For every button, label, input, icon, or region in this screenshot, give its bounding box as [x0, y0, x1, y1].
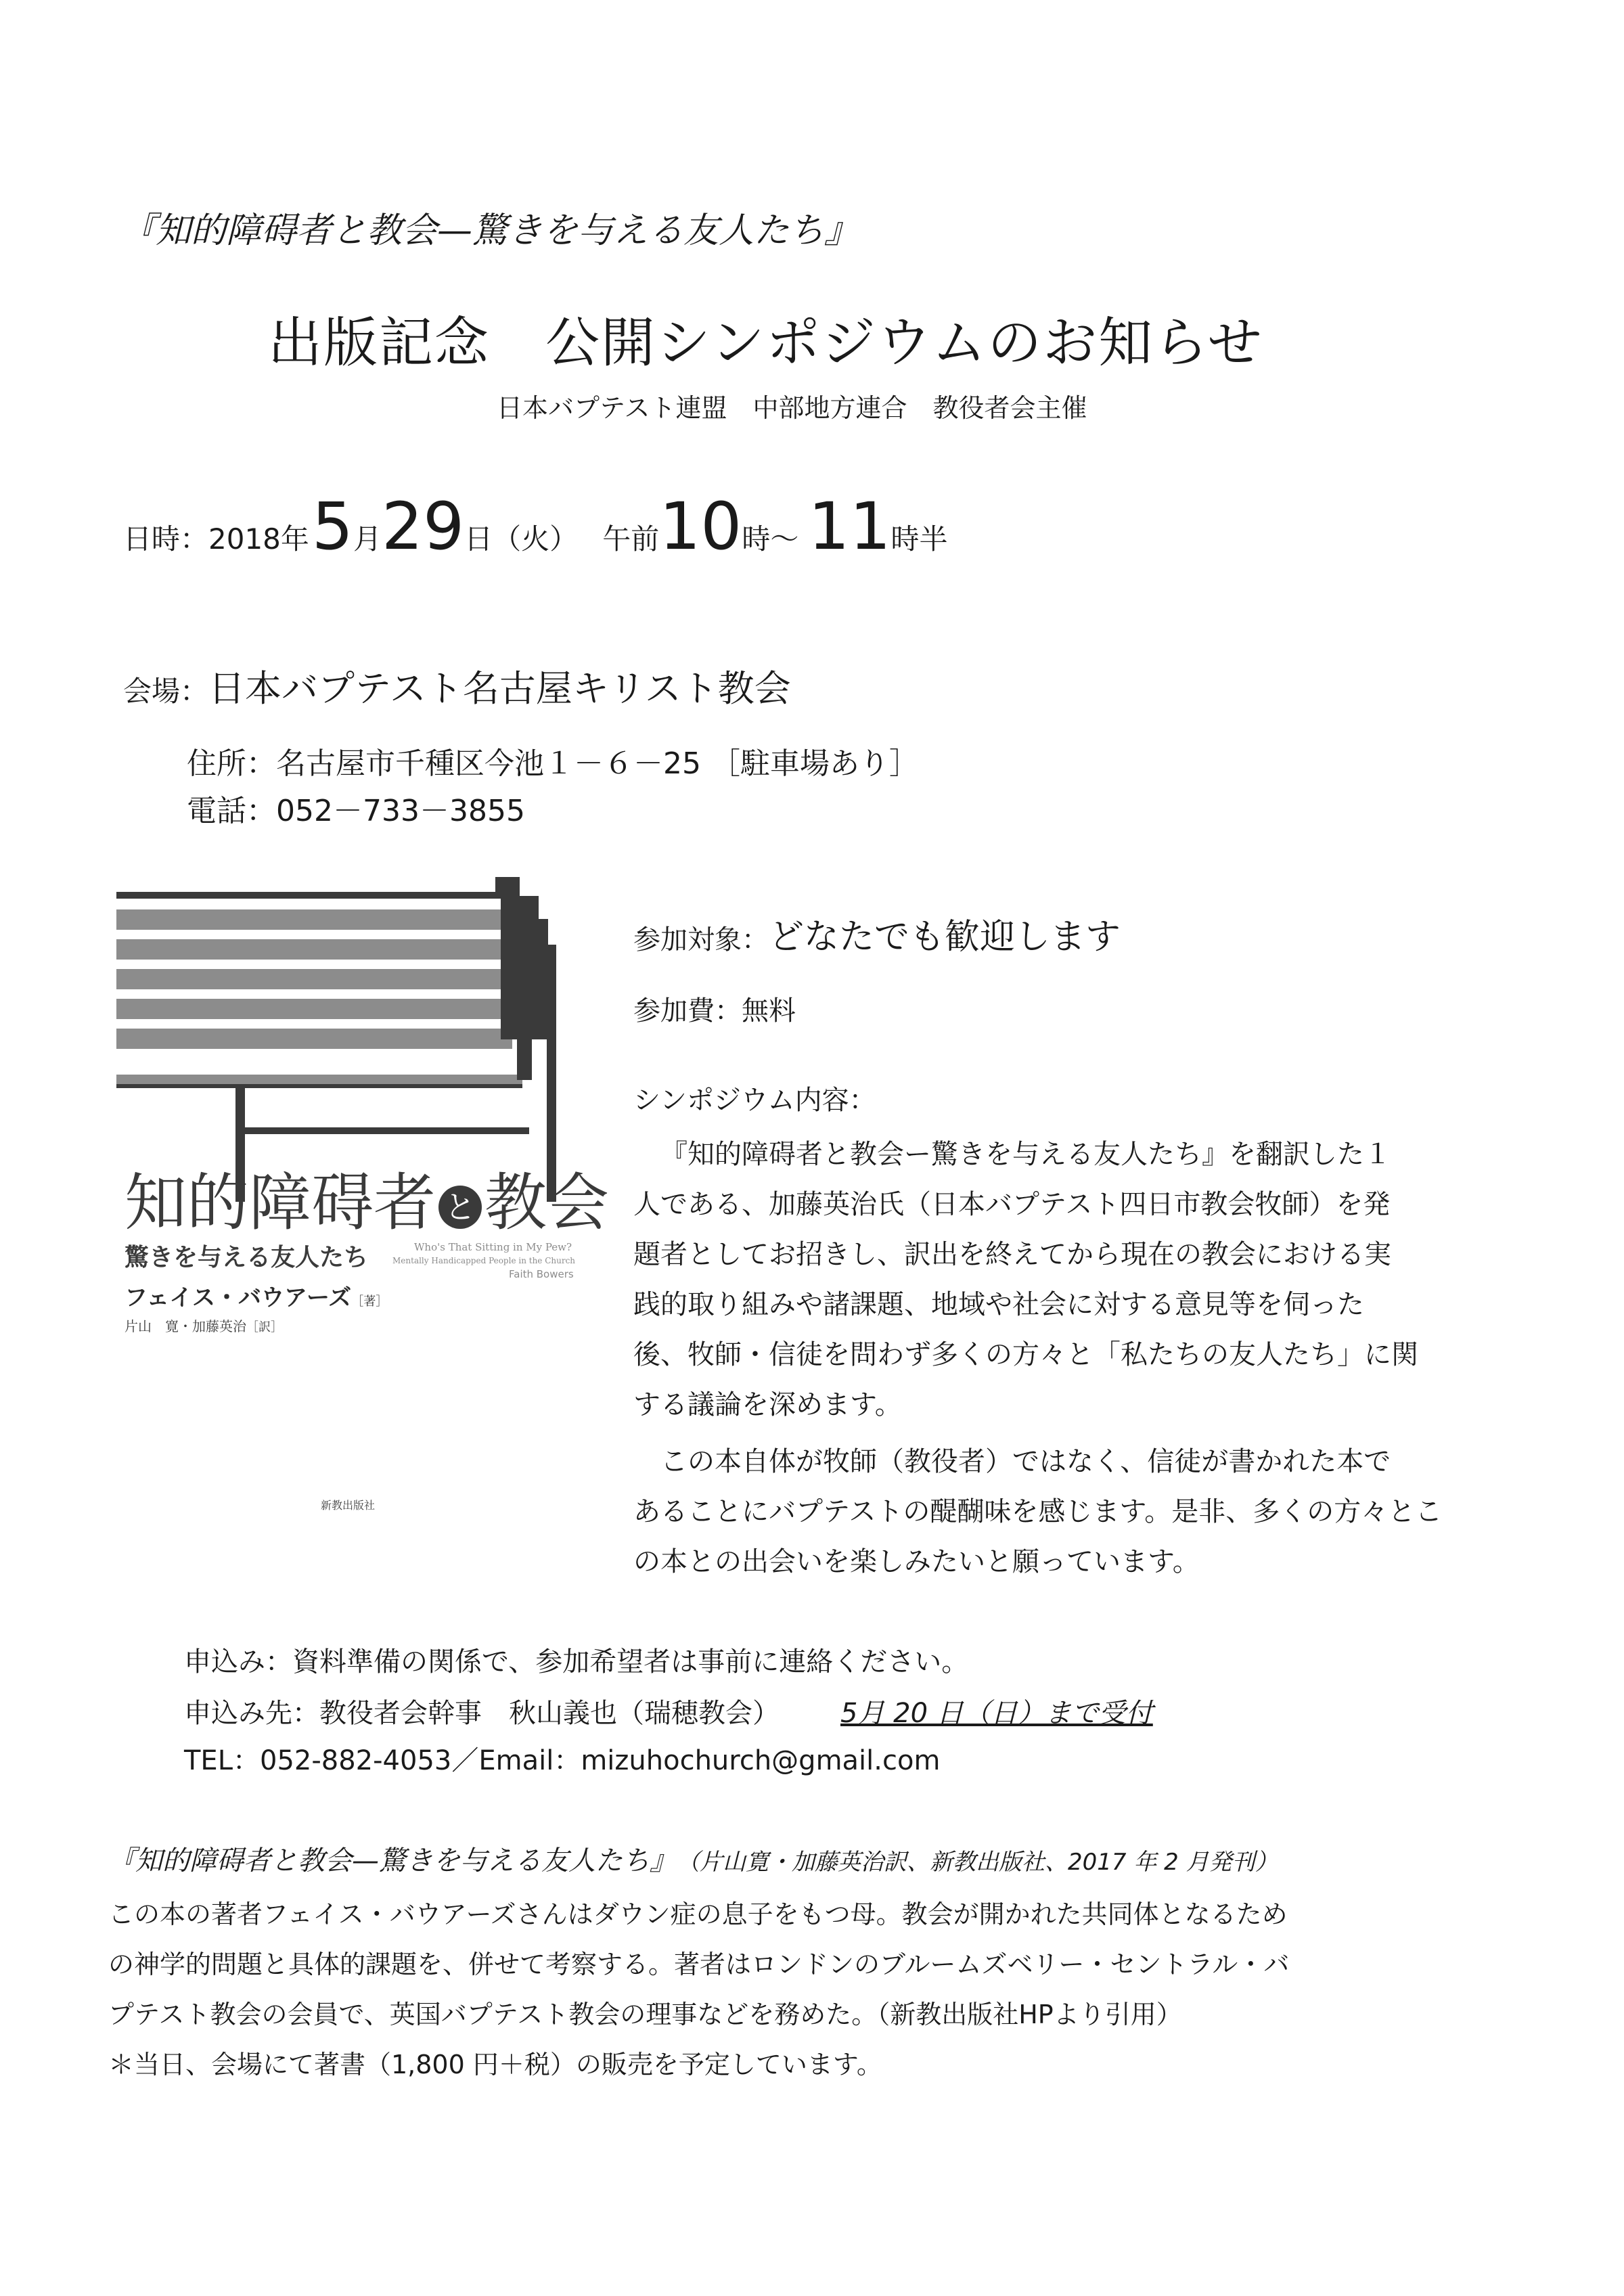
audience-line [633, 908, 1121, 959]
cover-subtitle: 驚きを与える友人たち [125, 1244, 369, 1271]
application-line-1: 申込み：資料準備の関係で、参加希望者は事前に連絡ください。 [184, 1646, 969, 1678]
datetime-weekday: （火） [493, 522, 579, 556]
organizer: 日本バプテスト連盟 中部地方連合 教役者会主催 [497, 393, 1087, 423]
content-line: この本自体が牧師（教役者）ではなく、信徒が書かれた本で [660, 1446, 1391, 1477]
audience-label: 参加対象： [633, 924, 769, 955]
header-book-title: 『知的障碍者と教会—驚きを与える友人たち』 [120, 210, 860, 251]
content-line: 践的取り組みや諸課題、地域や社会に対する意見等を伺った [633, 1289, 1364, 1320]
cover-translators-line [125, 1315, 283, 1335]
application-line-3: TEL：052-882-4053／Email：mizuhochurch@gmail.com [184, 1745, 941, 1776]
datetime-ampm: 午前 [602, 522, 660, 556]
venue-line [123, 660, 791, 712]
footer-line: この本の著者フェイス・バウアーズさんはダウン症の息子をもつ母。教会が開かれた共同体となるため [108, 1899, 1288, 1929]
cover-translators-role: ［訳］ [246, 1320, 283, 1334]
datetime-year: 2018年 [208, 522, 309, 556]
cover-title-part1: 知的障碍者 [125, 1167, 436, 1239]
cover-title [125, 1153, 609, 1242]
content-line: の本との出会いを楽しみたいと願っています。 [633, 1546, 1200, 1577]
venue-address: 住所：名古屋市千種区今池１－６－25 ［駐車場あり］ [187, 746, 919, 781]
footer-line: プテスト教会の会員で、英国バプテスト教会の理事などを務めた。（新教出版社HPより引用） [108, 2000, 1182, 2029]
audience-value: どなたでも歓迎します [769, 917, 1121, 958]
cover-english-author: Faith Bowers [509, 1268, 574, 1280]
content-line: 題者としてお招きし、訳出を終えてから現在の教会における実 [633, 1239, 1391, 1270]
footer-book-info: （片山寛・加藤英治訳、新教出版社、2017 年 2 月発刊） [677, 1849, 1278, 1876]
venue-label: 会場： [123, 675, 209, 708]
cover-english-title: Who's That Sitting in My Pew? [414, 1241, 572, 1253]
book-cover [116, 877, 610, 1527]
datetime-day: 29 [382, 489, 465, 564]
datetime-start-hour: 10 [659, 489, 742, 564]
datetime-start-unit: 時～ [742, 522, 799, 556]
footer-line: ＊当日、会場にて著書（1,800 円＋税）の販売を予定しています。 [108, 2050, 882, 2079]
venue-name: 日本バプテスト名古屋キリスト教会 [208, 667, 791, 710]
footer-book-title: 『知的障碍者と教会—驚きを与える友人たち』 [108, 1845, 677, 1876]
cover-title-part2: 教会 [484, 1167, 610, 1239]
datetime-day-unit: 日 [464, 522, 493, 556]
content-line: する議論を深めます。 [633, 1389, 902, 1420]
datetime-line [123, 489, 948, 570]
application-contact: 申込み先：教役者会幹事 秋山義也（瑞穂教会） [184, 1698, 780, 1729]
datetime-month-unit: 月 [353, 522, 382, 556]
main-title: 出版記念 公開シンポジウムのお知らせ [268, 311, 1263, 374]
cover-translators: 片山 寛・加藤英治 [125, 1318, 246, 1334]
cover-author-line [125, 1279, 388, 1312]
footer-title-line [108, 1839, 1278, 1878]
cover-title-connector: と [438, 1186, 482, 1229]
datetime-label: 日時： [123, 522, 209, 556]
content-line: 人である、加藤英治氏（日本バプテスト四日市教会牧師）を発 [633, 1189, 1391, 1220]
cover-publisher: 新教出版社 [321, 1499, 376, 1512]
fee: 参加費：無料 [633, 995, 796, 1027]
application-deadline: 5月 20 日（日）まで受付 [840, 1698, 1153, 1729]
content-line: 後、牧師・信徒を問わず多くの方々と「私たちの友人たち」に関 [633, 1339, 1418, 1370]
datetime-end-hour: 11 [808, 489, 891, 564]
cover-author-role: ［著］ [351, 1295, 388, 1309]
cover-english-subtitle: Mentally Handicapped People in the Church [392, 1256, 576, 1265]
venue-phone: 電話：052－733－3855 [187, 794, 525, 828]
datetime-month: 5 [311, 489, 353, 564]
cover-author: フェイス・バウアーズ [125, 1284, 352, 1311]
content-heading: シンポジウム内容： [633, 1085, 876, 1116]
footer-line: の神学的問題と具体的課題を、併せて考察する。著者はロンドンのブルームズベリー・セントラル・バ [108, 1950, 1290, 1979]
datetime-end-unit: 時半 [890, 522, 948, 556]
application-line-2 [184, 1692, 1153, 1730]
content-line: 『知的障碍者と教会ー驚きを与える友人たち』を翻訳した１ [660, 1139, 1391, 1170]
content-line: あることにバプテストの醍醐味を感じます。是非、多くの方々とこ [633, 1496, 1443, 1527]
